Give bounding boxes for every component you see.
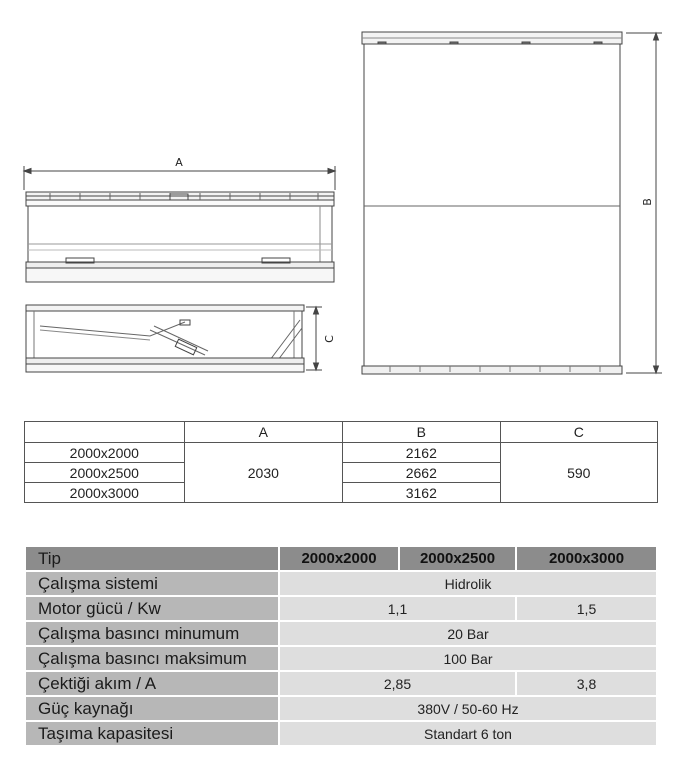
- spec-value: 380V / 50-60 Hz: [280, 697, 656, 720]
- spec-value: 2,85: [280, 672, 515, 695]
- spec-header-label: Tip: [26, 547, 278, 570]
- header-cell-c: C: [500, 422, 657, 443]
- spec-label: Taşıma kapasitesi: [26, 722, 278, 745]
- spec-value: 1,5: [517, 597, 656, 620]
- spec-row: [26, 597, 656, 620]
- spec-label: Çalışma basıncı minumum: [26, 622, 278, 645]
- spec-value: 3,8: [517, 672, 656, 695]
- spec-value: 100 Bar: [280, 647, 656, 670]
- model-header: 2000x2500: [400, 547, 515, 570]
- model-header: 2000x2000: [280, 547, 398, 570]
- spec-value: 1,1: [280, 597, 515, 620]
- dimension-c: [306, 307, 322, 370]
- spec-row: [26, 647, 656, 670]
- header-cell-a: A: [184, 422, 342, 443]
- spec-value: 20 Bar: [280, 622, 656, 645]
- dimension-a-label: A: [175, 156, 183, 169]
- type-cell: 2000x2500: [25, 463, 185, 483]
- c-value-cell: 590: [500, 443, 657, 503]
- spec-label: Motor gücü / Kw: [26, 597, 278, 620]
- type-cell: 2000x2000: [25, 443, 185, 463]
- b-value-cell: 2162: [343, 443, 500, 463]
- side-elevation-view: [26, 305, 304, 372]
- plan-view: [362, 32, 622, 374]
- table-row: [25, 443, 658, 463]
- spec-label: Çektiği akım / A: [26, 672, 278, 695]
- dimension-c-label: C: [323, 335, 336, 343]
- spec-value: Standart 6 ton: [280, 722, 656, 745]
- spec-row: [26, 722, 656, 745]
- dimension-a: [24, 166, 335, 190]
- spec-table: [24, 545, 658, 747]
- top-elevation-view: [26, 192, 334, 282]
- dimension-table-header: [25, 422, 658, 443]
- header-cell-b: B: [343, 422, 500, 443]
- spec-row: [26, 697, 656, 720]
- spec-header-row: [26, 547, 656, 570]
- spec-row: [26, 622, 656, 645]
- type-cell: 2000x3000: [25, 483, 185, 503]
- header-cell-empty: [25, 422, 185, 443]
- dimension-b-label: B: [641, 198, 654, 206]
- model-header: 2000x3000: [517, 547, 656, 570]
- spec-row: [26, 572, 656, 595]
- spec-label: Güç kaynağı: [26, 697, 278, 720]
- spec-label: Çalışma basıncı maksimum: [26, 647, 278, 670]
- b-value-cell: 3162: [343, 483, 500, 503]
- b-value-cell: 2662: [343, 463, 500, 483]
- spec-label: Çalışma sistemi: [26, 572, 278, 595]
- spec-value: Hidrolik: [280, 572, 656, 595]
- a-value-cell: 2030: [184, 443, 342, 503]
- spec-row: [26, 672, 656, 695]
- dimension-table: [24, 421, 658, 503]
